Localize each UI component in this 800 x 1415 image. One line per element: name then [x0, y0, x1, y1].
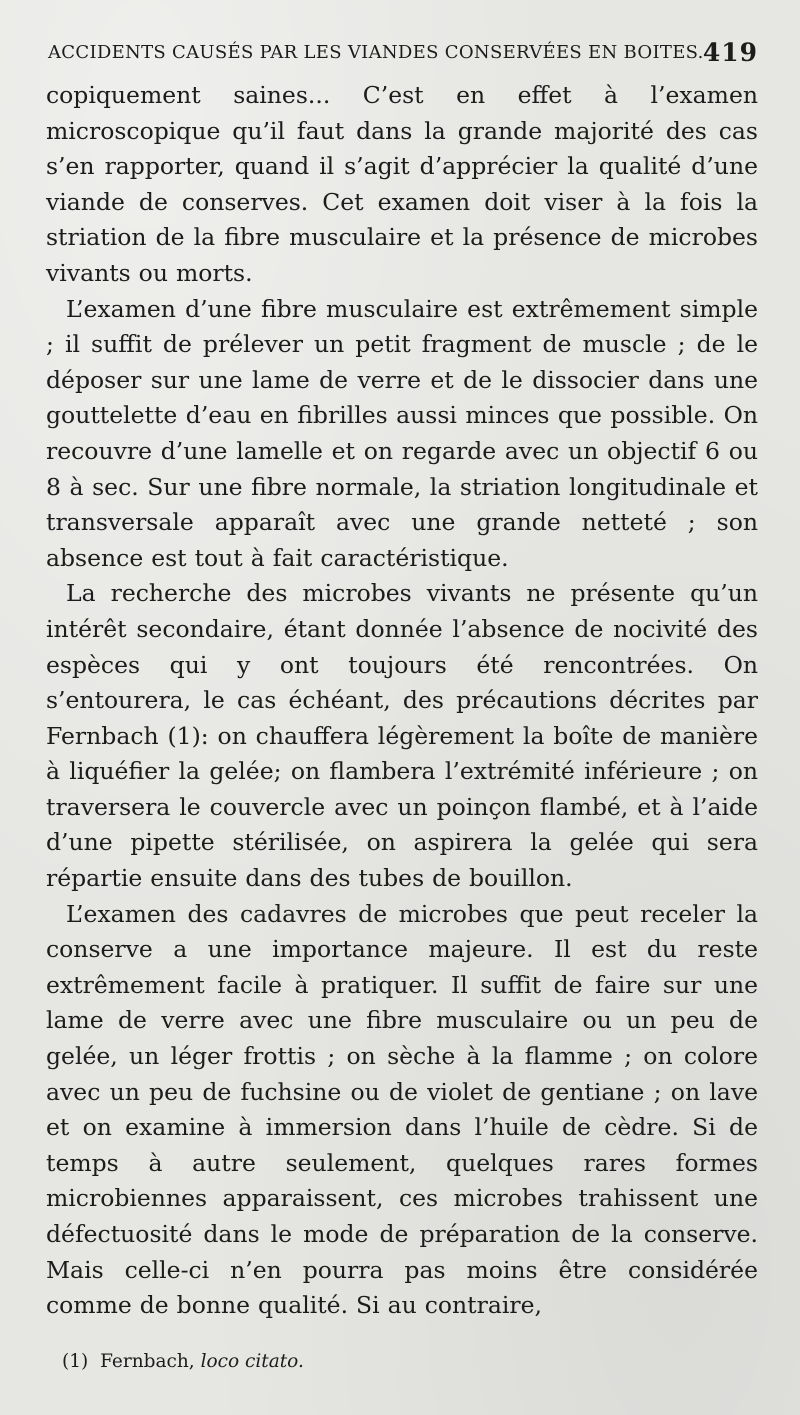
paragraph-dead-microbes: L’examen des cadavres de microbes que peut receler la conserve a une importance majeure. Il est du reste extrêmement facile à pratiquer. Il suffit de faire sur une lame de verre avec une fibre musculaire ou un peu de gelée, un léger frottis ; on sèche à la flamme ; on colore avec un peu de fuchsine ou de violet de gentiane ; on lave et on examine à immersion dans l’huile de cèdre. Si de temps à autre seulement, quelques rares formes microbiennes apparaissent, ces microbes trahissent une défectuosité dans le mode de préparation de la conserve. Mais celle-ci n’en pourra pas moins être considérée comme de bonne qualité. Si au contraire, [46, 899, 758, 1320]
running-title: ACCIDENTS CAUSÉS PAR LES VIANDES CONSERVÉES EN BOITES. [48, 42, 704, 63]
page-number: 419 [702, 38, 758, 67]
body-text [46, 78, 758, 1324]
footnote-marker: (1) [62, 1351, 89, 1372]
paragraph-continuation: copiquement saines... C’est en effet à l’examen microscopique qu’il faut dans la grande majorité des cas s’en rapporter, quand il s’agit d’apprécier la qualité d’une viande de conserves. Cet examen doit viser à la fois la striation de la fibre musculaire et la présence de microbes vivants ou morts. [46, 81, 758, 287]
paragraph-fiber-exam: L’examen d’une fibre musculaire est extrêmement simple ; il suffit de prélever un petit fragment de muscle ; de le déposer sur une lame de verre et de le dissocier dans une gouttelette d’eau en fibrilles aussi minces que possible. On recouvre d’une lamelle et on regarde avec un objectif 6 ou 8 à sec. Sur une fibre normale, la striation longitudinale et transversale apparaît avec une grande netteté ; son absence est tout à fait caractéristique. [46, 294, 758, 572]
footnote-citation: loco citato. [200, 1351, 304, 1372]
footnote-author: Fernbach, [100, 1351, 195, 1372]
paragraph-live-microbes: La recherche des microbes vivants ne présente qu’un intérêt secondaire, étant donnée l’absence de nocivité des espèces qui y ont toujours été rencontrées. On s’entourera, le cas échéant, des précautions décrites par Fernbach (1): on chauffera légèrement la boîte de manière à liquéfier la gelée; on flambera l’extrémité inférieure ; on traversera le couvercle avec un poinçon flambé, et à l’aide d’une pipette stérilisée, on aspirera la gelée qui sera répartie ensuite dans des tubes de bouillon. [46, 579, 758, 893]
page-header [48, 34, 758, 76]
footnote [62, 1350, 712, 1374]
